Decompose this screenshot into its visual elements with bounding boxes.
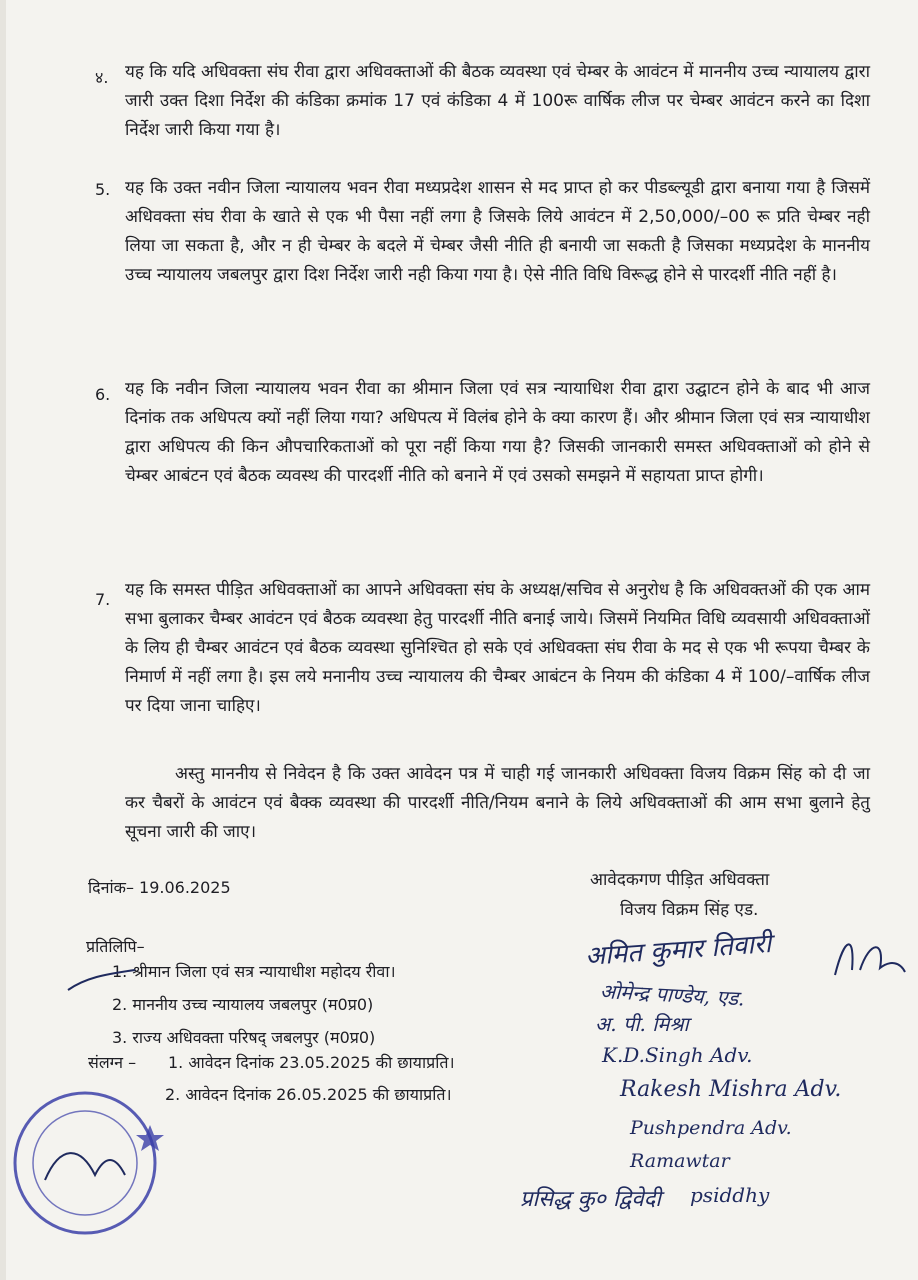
signature-9: psiddhy: [690, 1183, 770, 1207]
signature-flourish: [830, 930, 910, 980]
paragraph-number: ४.: [95, 68, 109, 87]
applicant-line-2: विजय विक्रम सिंह एड.: [620, 900, 759, 920]
paragraph-text: यह कि उक्त नवीन जिला न्यायालय भवन रीवा मध्यप्रदेश शासन से मद प्राप्त हो कर पीडब्ल्यूडी द्वारा बनाया गया है जिसमें अधिवक्ता संघ रीवा के खाते से एक भी पैसा नहीं लगा है जिसके लिये आवंटन में 2,50,000/–00 रू प्रति चेम्बर नही लिया जा सकता है, और न ही चेम्बर के बदले में चेम्बर जैसी नीति ही बनायी जा सकती है जिसका मध्यप्रदेश के माननीय उच्च न्यायालय जबलपुर द्वारा दिश निर्देश जारी नही किया गया है। ऐसे नीति विधि विरूद्ध होने से पारदर्शी नीति नहीं है।: [125, 178, 870, 285]
paragraph-number: 6.: [95, 385, 111, 404]
signature-8: प्रसिद्ध कु० द्विवेदी: [520, 1187, 661, 1212]
copy-heading: प्रतिलिपि–: [86, 937, 145, 956]
paragraph-5: [80, 174, 870, 290]
paragraph-text: यह कि समस्त पीड़ित अधिवक्ताओं का आपने अधिवक्ता संघ के अध्यक्ष/सचिव से अनुरोध है कि अधिवक्तओं की एक आम सभा बुलाकर चैम्बर आवंटन एवं बैठक व्यवस्था हेतु पारदर्शी नीति बनाई जाये। जिसमें नियमित विधि व्यवसायी अधिवक्ताओं के लिय ही चैम्बर आवंटन एवं बैठक व्यवस्था सुनिश्चित हो सके एवं अधिवक्ता संघ रीवा के मद से एक भी रूपया चैम्बर के निमार्ण में नहीं लगा है। इस लये मनानीय उच्च न्यायालय की चैम्बर आबंटन के नियम की कंडिका 4 में 100/–वार्षिक लीज पर दिया जाना चाहिए।: [125, 580, 870, 716]
paragraph-6: [80, 375, 870, 491]
paragraph-text: यह कि नवीन जिला न्यायालय भवन रीवा का श्रीमान जिला एवं सत्र न्यायाधिश रीवा द्वारा उद्घाटन होने के बाद भी आज दिनांक तक अधिपत्य क्यों नहीं लिया गया? अधिपत्य में विलंब होने के क्या कारण हैं। और श्रीमान जिला एवं सत्र न्यायाधीश द्वारा अधिपत्य की किन औपचारिकताओं को पूरा नहीं किया गया है? जिसकी जानकारी समस्त अधिवक्ताओं को होने से चेम्बर आबंटन एवं बैठक व्यवस्थ की पारदर्शी नीति को बनाने में एवं उसको समझने में सहायता प्राप्त होगी।: [125, 379, 870, 486]
copy-item-1: 1. श्रीमान जिला एवं सत्र न्यायाधीश महोदय रीवा।: [112, 962, 396, 981]
paragraph-number: 7.: [95, 590, 111, 609]
signature-5: Rakesh Mishra Adv.: [620, 1077, 842, 1102]
enclosure-item-1: 1. आवेदन दिनांक 23.05.2025 की छायाप्रति।: [168, 1053, 455, 1072]
court-stamp: [0, 1085, 170, 1245]
signature-7: Ramawtar: [630, 1150, 730, 1172]
copy-item-2: 2. माननीय उच्च न्यायालय जबलपुर (म0प्र0): [112, 995, 374, 1014]
enclosure-item-2: 2. आवेदन दिनांक 26.05.2025 की छायाप्रति।: [165, 1085, 452, 1104]
handwritten-mark: [60, 968, 140, 998]
paragraph-number: 5.: [95, 180, 111, 199]
signature-1: अमित कुमार तिवारी: [584, 929, 773, 972]
signature-6: Pushpendra Adv.: [630, 1117, 792, 1139]
date-line: दिनांक– 19.06.2025: [88, 878, 231, 897]
paragraph-4: [80, 58, 870, 145]
signature-block: [560, 925, 915, 1225]
closing-paragraph: [80, 760, 870, 847]
paragraph-text: यह कि यदि अधिवक्ता संघ रीवा द्वारा अधिवक्ताओं की बैठक व्यवस्था एवं चेम्बर के आवंटन में माननीय उच्च न्यायालय द्वारा जारी उक्त दिशा निर्देश की कंडिका क्रमांक 17 एवं कंडिका 4 में 100रू वार्षिक लीज पर चेम्बर आवंटन करने का दिशा निर्देश जारी किया गया है।: [125, 62, 870, 140]
signature-2: ओमेन्द्र पाण्डेय, एड.: [599, 979, 746, 1011]
applicant-line-1: आवेदकगण पीड़ित अधिवक्ता: [590, 870, 770, 890]
enclosure-label: संलग्न –: [88, 1053, 137, 1072]
closing-text: अस्तु माननीय से निवेदन है कि उक्त आवेदन पत्र में चाही गई जानकारी अधिवक्ता विजय विक्रम सिंह को दी जा कर चैबरों के आवंटन एवं बैक्क व्यवस्था की पारदर्शी नीति/नियम बनाने के लिये अधिवक्ताओं की आम सभा बुलाने हेतु सूचना जारी की जाए।: [125, 764, 870, 842]
paragraph-7: [80, 576, 870, 721]
signature-4: K.D.Singh Adv.: [602, 1043, 753, 1067]
signature-3: अ. पी. मिश्रा: [595, 1012, 689, 1036]
copy-item-3: 3. राज्य अधिवक्ता परिषद् जबलपुर (म0प्र0): [112, 1028, 376, 1047]
